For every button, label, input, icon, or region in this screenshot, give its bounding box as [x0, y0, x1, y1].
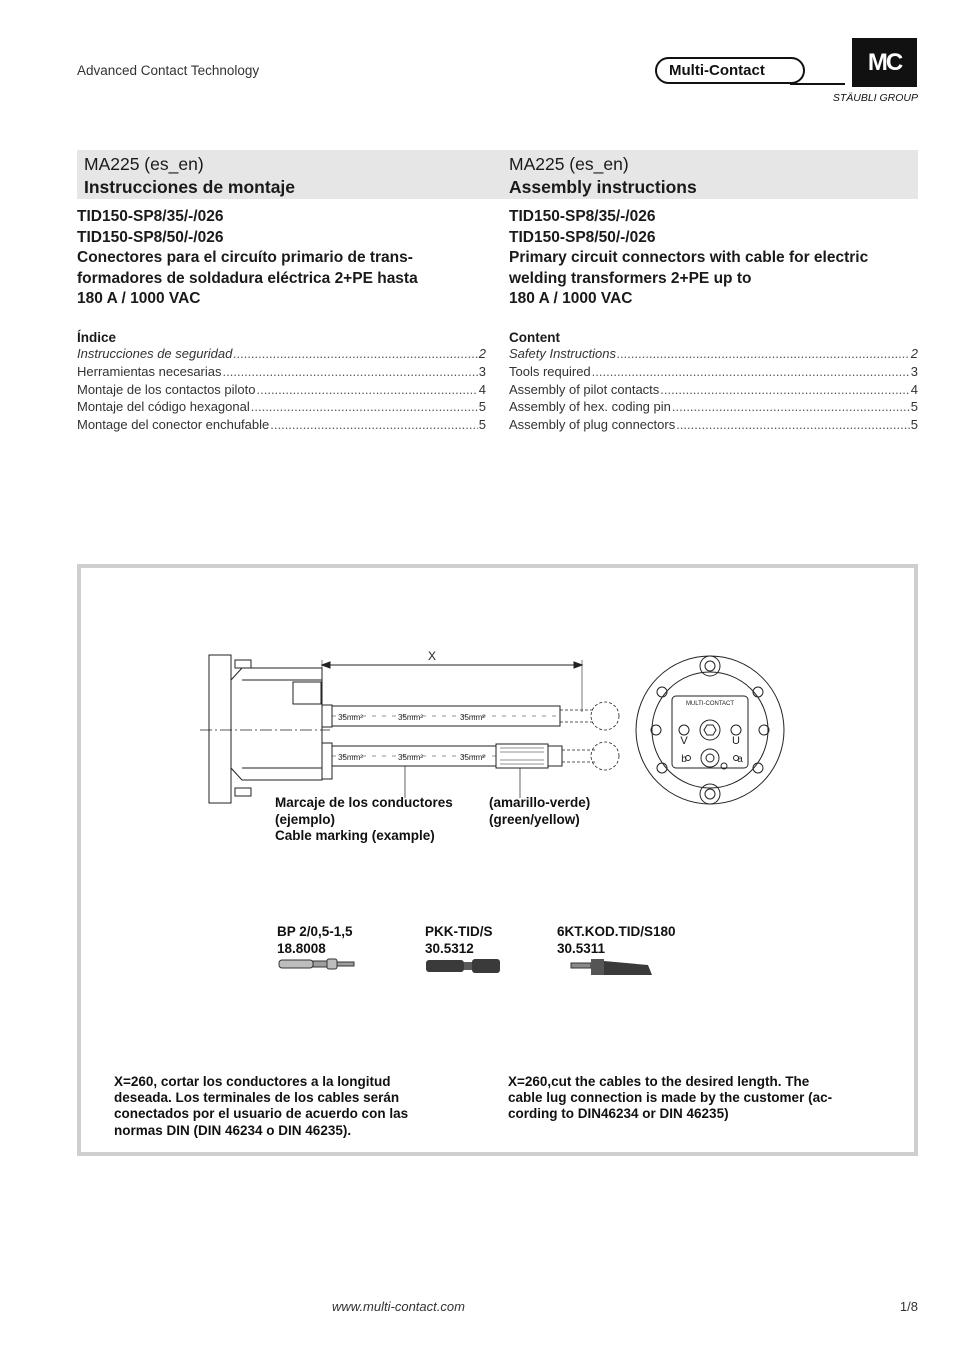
- toc-entry[interactable]: [77, 381, 486, 399]
- tool-hex: [557, 924, 717, 957]
- contact-pin-icon: [278, 957, 356, 971]
- cable-marking-label: [275, 795, 485, 845]
- tool-bp: [277, 924, 397, 957]
- product-line: Primary circuit connectors with cable for electric: [509, 249, 869, 266]
- toc-page: 2: [910, 346, 918, 361]
- note-line: conectados por el usuario de acuerdo con las: [114, 1106, 409, 1122]
- insertion-tool-icon: [425, 958, 503, 974]
- product-line: 180 A / 1000 VAC: [509, 290, 633, 307]
- toc-page: 3: [910, 363, 918, 379]
- tool-name: PKK-TID/S: [425, 924, 493, 939]
- toc-entry[interactable]: [509, 416, 918, 434]
- label-line: Marcaje de los conductores: [275, 795, 453, 810]
- brand-logo: MC: [852, 38, 917, 87]
- cable-mark: 35mm²: [338, 713, 363, 722]
- tool-pkk: [425, 924, 535, 957]
- label-line: (amarillo-verde): [489, 795, 591, 810]
- toc-page: 4: [910, 381, 918, 397]
- toc-label: Montage del conector enchufable: [77, 417, 270, 433]
- cable-mark: 35mm²: [398, 753, 423, 762]
- cable-mark: 35mm²: [338, 753, 363, 762]
- toc-leader: [617, 345, 910, 363]
- toc-leader: [676, 416, 910, 434]
- pin-label: b: [681, 754, 687, 765]
- note-line: cable lug connection is made by the customer (ac-: [508, 1090, 833, 1106]
- note-english: [508, 1074, 888, 1123]
- product-line: welding transformers 2+PE up to: [509, 269, 752, 287]
- toc-leader: [251, 398, 478, 416]
- product-line: TID150-SP8/50/-/026: [509, 228, 656, 246]
- left-title-block: [84, 153, 494, 199]
- toc-entry[interactable]: [77, 398, 486, 416]
- page-number: 1/8: [899, 1299, 918, 1314]
- toc-label: Assembly of pilot contacts: [509, 381, 660, 397]
- toc-page: 3: [478, 363, 486, 379]
- pin-label: V: [680, 735, 688, 747]
- toc-page: 5: [478, 417, 486, 433]
- toc-leader: [257, 381, 478, 399]
- product-line: 180 A / 1000 VAC: [77, 290, 201, 307]
- product-line: TID150-SP8/35/-/026: [77, 208, 224, 225]
- left-product-description: [77, 207, 497, 310]
- connector-side-view: [200, 640, 630, 810]
- tool-name: BP 2/0,5-1,5: [277, 924, 353, 939]
- toc-leader: [270, 416, 478, 434]
- toc-entry[interactable]: [77, 363, 486, 381]
- company-tagline: Advanced Contact Technology: [77, 63, 260, 78]
- left-doc-code: MA225 (es_en): [84, 154, 204, 174]
- toc-entry[interactable]: [509, 381, 918, 399]
- pin-label: U: [732, 735, 740, 747]
- left-doc-title: Instrucciones de montaje: [84, 177, 296, 197]
- note-spanish: [114, 1074, 474, 1139]
- toc-label: Instrucciones de seguridad: [77, 346, 233, 361]
- brand-group: STÄUBLI GROUP: [832, 92, 918, 104]
- right-title-block: [509, 153, 914, 199]
- toc-page: 5: [478, 399, 486, 415]
- connector-face-view: [632, 652, 788, 808]
- brand-name: Multi-Contact: [655, 57, 805, 84]
- product-line: TID150-SP8/35/-/026: [509, 208, 656, 225]
- cable-mark: 35mm²: [398, 713, 423, 722]
- tool-code: 18.8008: [277, 940, 326, 956]
- right-toc: [509, 330, 918, 434]
- note-line: X=260, cortar los conductores a la longitud: [114, 1074, 391, 1089]
- right-product-description: [509, 207, 921, 310]
- toc-leader: [672, 398, 910, 416]
- toc-label: Herramientas necesarias: [77, 363, 222, 379]
- toc-entry[interactable]: [509, 345, 918, 363]
- hex-key-icon: [570, 955, 654, 979]
- brand-underline: [790, 83, 845, 85]
- toc-heading: Índice: [77, 330, 117, 345]
- toc-entry[interactable]: [77, 345, 486, 363]
- pin-label: a: [737, 754, 743, 765]
- toc-label: Assembly of plug connectors: [509, 417, 676, 433]
- left-toc: [77, 330, 486, 434]
- cable-mark: 35mm²: [460, 753, 485, 762]
- toc-entry[interactable]: [509, 363, 918, 381]
- toc-leader: [233, 345, 477, 363]
- footer-url[interactable]: www.multi-contact.com: [332, 1299, 465, 1314]
- right-doc-title: Assembly instructions: [509, 177, 697, 197]
- label-line: (ejemplo): [275, 811, 336, 827]
- tool-code: 30.5312: [425, 940, 474, 956]
- toc-leader: [592, 363, 910, 381]
- label-line: Cable marking (example): [275, 828, 435, 843]
- cable-mark: 35mm²: [460, 713, 485, 722]
- right-doc-code: MA225 (es_en): [509, 154, 629, 174]
- product-line: Conectores para el circuíto primario de trans-: [77, 249, 413, 266]
- tool-code: 30.5311: [557, 940, 606, 956]
- toc-page: 2: [478, 346, 486, 361]
- toc-page: 4: [478, 381, 486, 397]
- toc-leader: [660, 381, 909, 399]
- note-line: X=260,cut the cables to the desired length. The: [508, 1074, 810, 1089]
- note-line: deseada. Los terminales de los cables serán: [114, 1090, 400, 1106]
- product-line: formadores de soldadura eléctrica 2+PE hasta: [77, 269, 418, 287]
- toc-page: 5: [910, 399, 918, 415]
- toc-label: Montaje del código hexagonal: [77, 399, 250, 415]
- product-line: TID150-SP8/50/-/026: [77, 228, 224, 246]
- label-line: (green/yellow): [489, 811, 580, 827]
- note-line: cording to DIN46234 or DIN 46235): [508, 1106, 729, 1122]
- tool-name: 6KT.KOD.TID/S180: [557, 924, 676, 939]
- toc-label: Tools required: [509, 363, 591, 379]
- toc-leader: [223, 363, 478, 381]
- toc-entry[interactable]: [509, 398, 918, 416]
- toc-heading: Content: [509, 330, 560, 345]
- face-brand: MULTI-CONTACT: [685, 701, 735, 707]
- toc-label: Safety Instructions: [509, 346, 616, 361]
- toc-page: 5: [910, 417, 918, 433]
- dimension-label: X: [427, 649, 437, 663]
- note-line: normas DIN (DIN 46234 o DIN 46235).: [114, 1122, 352, 1138]
- ground-color-label: [489, 795, 629, 828]
- toc-entry[interactable]: [77, 416, 486, 434]
- toc-label: Montaje de los contactos piloto: [77, 381, 256, 397]
- toc-label: Assembly of hex. coding pin: [509, 399, 671, 415]
